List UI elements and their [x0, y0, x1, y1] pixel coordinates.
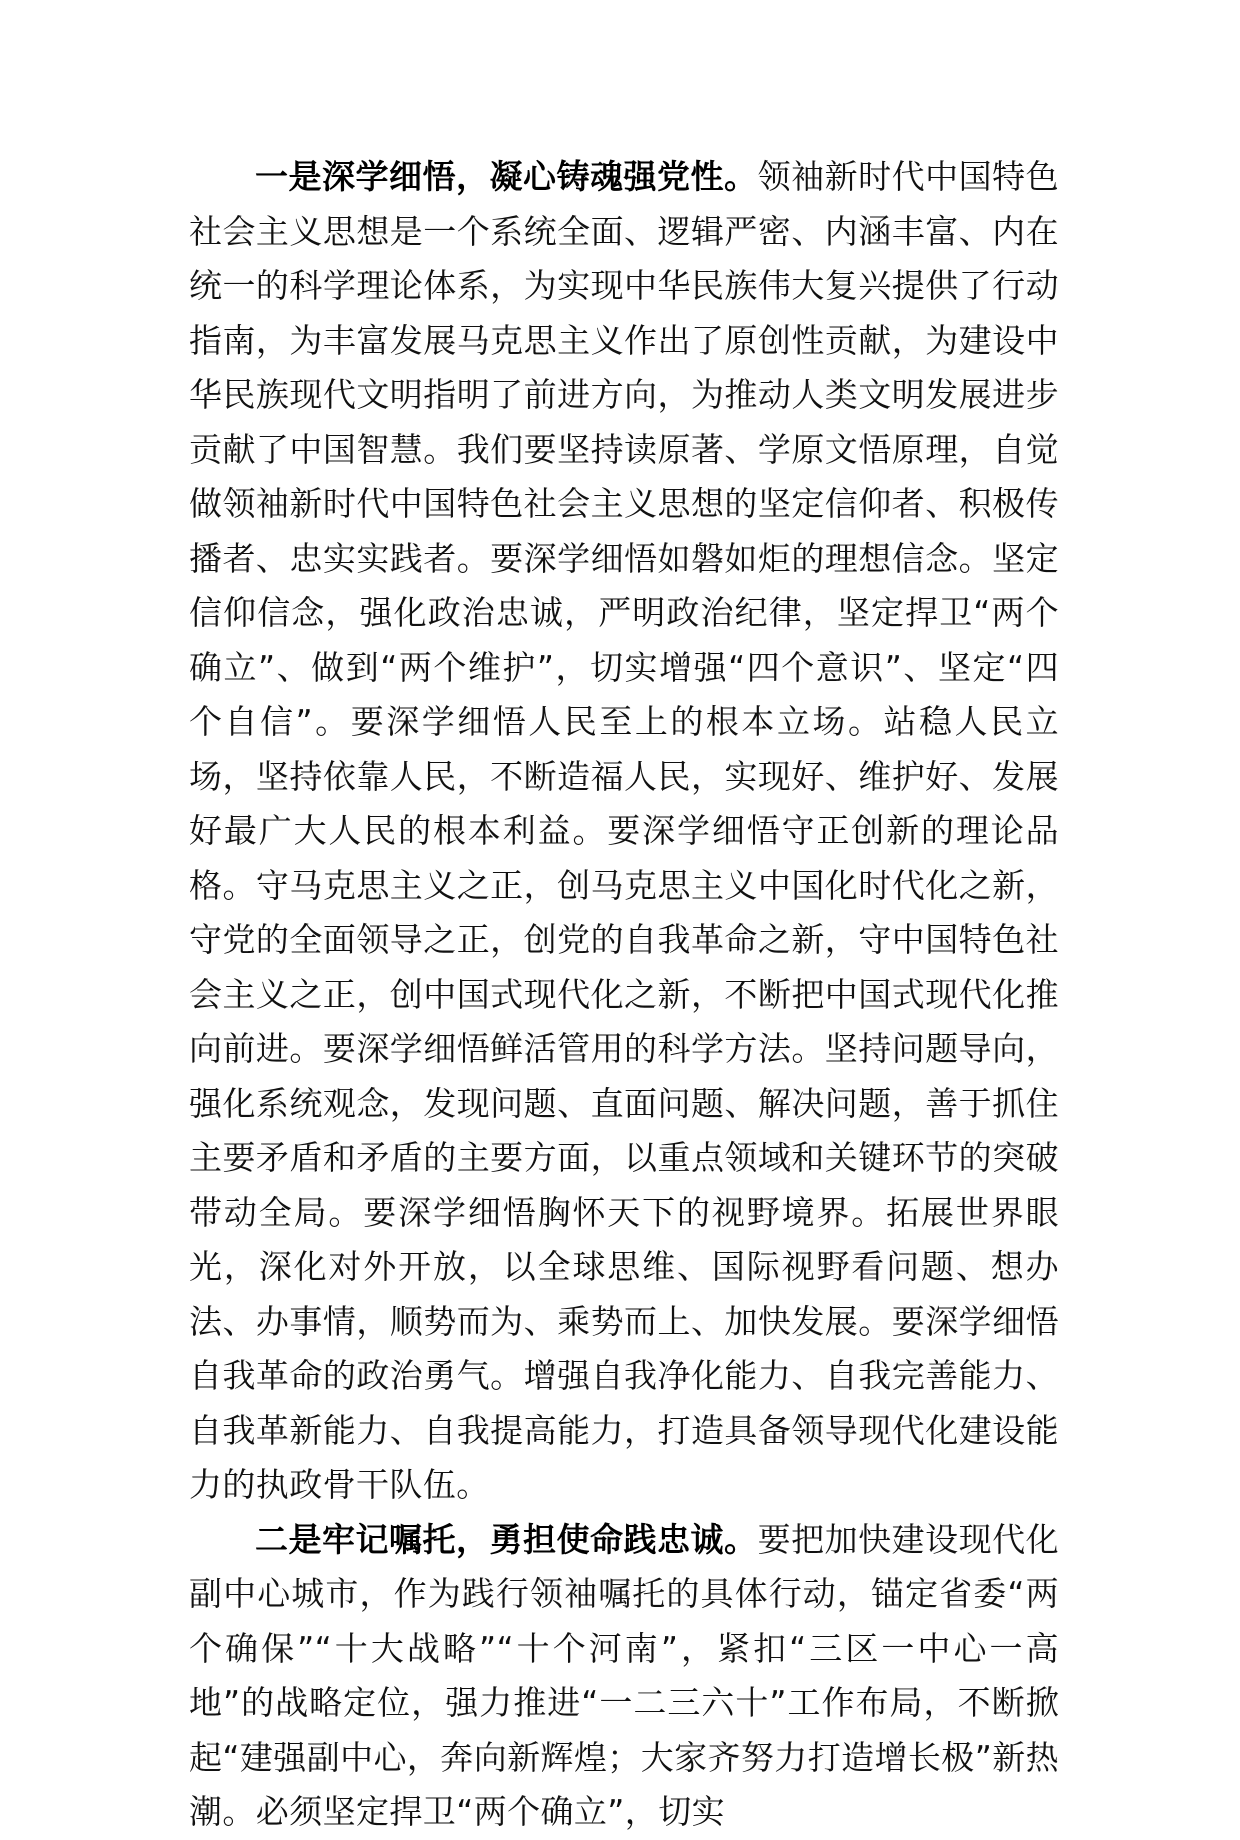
paragraph-1 [189, 150, 1059, 1513]
paragraph-1-heading: 一是深学细悟，凝心铸魂强党性。 [255, 157, 758, 196]
paragraph-1-text: 领袖新时代中国特色社会主义思想是一个系统全面、逻辑严密、内涵丰富、内在统一的科学理论体系，为实现中华民族伟大复兴提供了行动指南，为丰富发展马克思主义作出了原创性贡献，为建设中华民族现代文明指明了前进方向，为推动人类文明发展进步贡献了中国智慧。我们要坚持读原著、学原文悟原理，自觉做领袖新时代中国特色社会主义思想的坚定信仰者、积极传播者、忠实实践者。要深学细悟如磐如炬的理想信念。坚定信仰信念，强化政治忠诚，严明政治纪律，坚定捍卫“两个确立”、做到“两个维护”，切实增强“四个意识”、坚定“四个自信”。要深学细悟人民至上的根本立场。站稳人民立场，坚持依靠人民，不断造福人民，实现好、维护好、发展好最广大人民的根本利益。要深学细悟守正创新的理论品格。守马克思主义之正，创马克思主义中国化时代化之新，守党的全面领导之正，创党的自我革命之新，守中国特色社会主义之正，创中国式现代化之新，不断把中国式现代化推向前进。要深学细悟鲜活管用的科学方法。坚持问题导向，强化系统观念，发现问题、直面问题、解决问题，善于抓住主要矛盾和矛盾的主要方面，以重点领域和关键环节的突破带动全局。要深学细悟胸怀天下的视野境界。拓展世界眼光，深化对外开放，以全球思维、国际视野看问题、想办法、办事情，顺势而为、乘势而上、加快发展。要深学细悟自我革命的政治勇气。增强自我净化能力、自我完善能力、自我革新能力、自我提高能力，打造具备领导现代化建设能力的执政骨干队伍。 [189, 157, 1059, 1504]
paragraph-2-heading: 二是牢记嘱托，勇担使命践忠诚。 [255, 1519, 758, 1559]
paragraph-2-text: 要把加快建设现代化副中心城市，作为践行领袖嘱托的具体行动，锚定省委“两个确保”“十大战略”“十个河南”，紧扣“三区一中心一高地”的战略定位，强力推进“一二三六十”工作布局，不断掀起“建强副中心，奔向新辉煌；大家齐努力打造增长极”新热潮。必须坚定捍卫“两个确立”，切实 [189, 1519, 1059, 1831]
document-body [189, 150, 1059, 1840]
paragraph-2 [189, 1513, 1059, 1840]
